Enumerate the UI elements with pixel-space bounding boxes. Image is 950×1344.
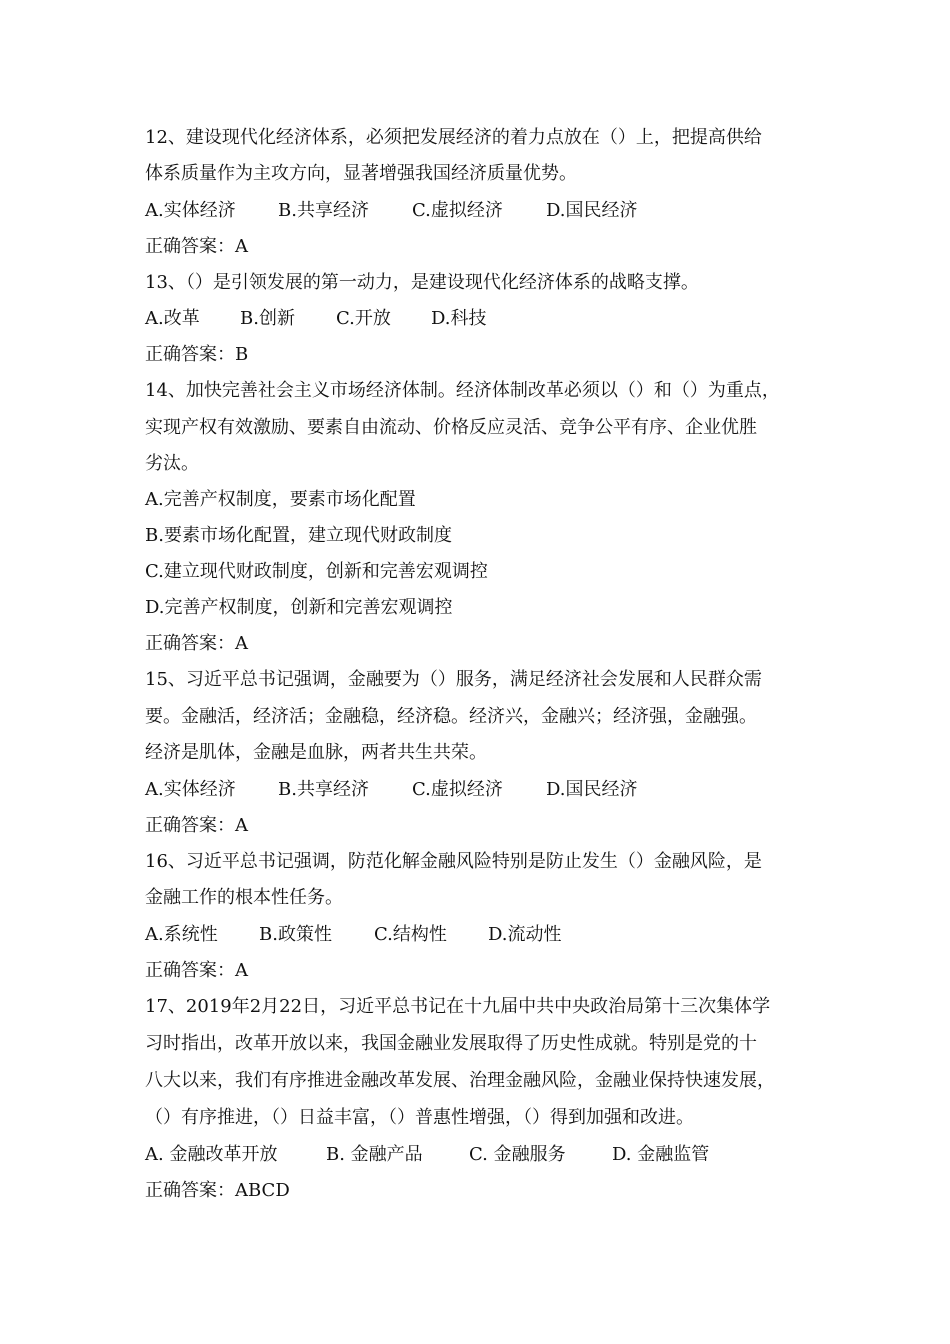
question-17-options [145, 1137, 709, 1173]
question-15-stem-line-3: 经济是肌体，金融是血脉，两者共生共荣。 [145, 742, 487, 763]
question-17-stem-line-3: 八大以来，我们有序推进金融改革发展、治理金融风险，金融业保持快速发展， [145, 1070, 775, 1091]
question-14-option-c: C.建立现代财政制度，创新和完善宏观调控 [145, 561, 488, 582]
option-a: A.改革 [145, 308, 200, 329]
question-15-stem-line-1: 15、习近平总书记强调，金融要为（）服务，满足经济社会发展和人民群众需 [145, 669, 762, 690]
question-13-answer: 正确答案：B [145, 344, 249, 365]
option-c: C. 金融服务 [469, 1144, 566, 1165]
question-16-stem-line-1: 16、习近平总书记强调，防范化解金融风险特别是防止发生（）金融风险，是 [145, 851, 762, 872]
option-d: D.国民经济 [546, 200, 638, 221]
question-17-stem-line-2: 习时指出，改革开放以来，我国金融业发展取得了历史性成就。特别是党的十 [145, 1033, 757, 1054]
question-16-stem-line-2: 金融工作的根本性任务。 [145, 887, 343, 908]
question-15-options [145, 772, 638, 808]
question-12-stem-line-1: 12、建设现代化经济体系，必须把发展经济的着力点放在（）上，把提高供给 [145, 127, 762, 148]
question-17-stem-line-4: （）有序推进，（）日益丰富，（）普惠性增强，（）得到加强和改进。 [145, 1107, 694, 1128]
option-b: B. 金融产品 [326, 1144, 423, 1165]
option-c: C.结构性 [374, 924, 447, 945]
option-b: B.共享经济 [278, 779, 369, 800]
question-15-stem-line-2: 要。金融活，经济活；金融稳，经济稳。经济兴，金融兴；经济强，金融强。 [145, 706, 757, 727]
question-14-option-b: B.要素市场化配置，建立现代财政制度 [145, 525, 452, 546]
option-d: D.科技 [431, 308, 487, 329]
question-14-answer: 正确答案：A [145, 633, 248, 654]
option-d: D.流动性 [488, 924, 562, 945]
question-14-stem-line-3: 劣汰。 [145, 453, 199, 474]
option-a: A.实体经济 [145, 779, 236, 800]
option-b: B.共享经济 [278, 200, 369, 221]
option-c: C.开放 [336, 308, 391, 329]
option-d: D. 金融监管 [612, 1144, 710, 1165]
option-d: D.国民经济 [546, 779, 638, 800]
question-12-answer: 正确答案：A [145, 236, 248, 257]
question-14-stem-line-2: 实现产权有效激励、要素自由流动、价格反应灵活、竞争公平有序、企业优胜 [145, 417, 757, 438]
option-c: C.虚拟经济 [412, 779, 503, 800]
question-14-option-d: D.完善产权制度，创新和完善宏观调控 [145, 597, 453, 618]
option-a: A. 金融改革开放 [145, 1144, 278, 1165]
question-13-options [145, 301, 487, 337]
question-17-answer: 正确答案：ABCD [145, 1180, 290, 1201]
question-16-options [145, 917, 562, 953]
option-b: B.政策性 [259, 924, 332, 945]
question-13-stem-line-1: 13、（）是引领发展的第一动力，是建设现代化经济体系的战略支撑。 [145, 272, 699, 293]
question-15-answer: 正确答案：A [145, 815, 248, 836]
question-16-answer: 正确答案：A [145, 960, 248, 981]
option-b: B.创新 [240, 308, 295, 329]
question-14-stem-line-1: 14、加快完善社会主义市场经济体制。经济体制改革必须以（）和（）为重点， [145, 380, 780, 401]
option-a: A.实体经济 [145, 200, 236, 221]
question-17-stem-line-1: 17、2019年2月22日，习近平总书记在十九届中共中央政治局第十三次集体学 [145, 996, 771, 1017]
question-14-option-a: A.完善产权制度，要素市场化配置 [145, 489, 416, 510]
option-a: A.系统性 [145, 924, 218, 945]
question-12-stem-line-2: 体系质量作为主攻方向，显著增强我国经济质量优势。 [145, 163, 577, 184]
option-c: C.虚拟经济 [412, 200, 503, 221]
question-12-options [145, 193, 638, 229]
